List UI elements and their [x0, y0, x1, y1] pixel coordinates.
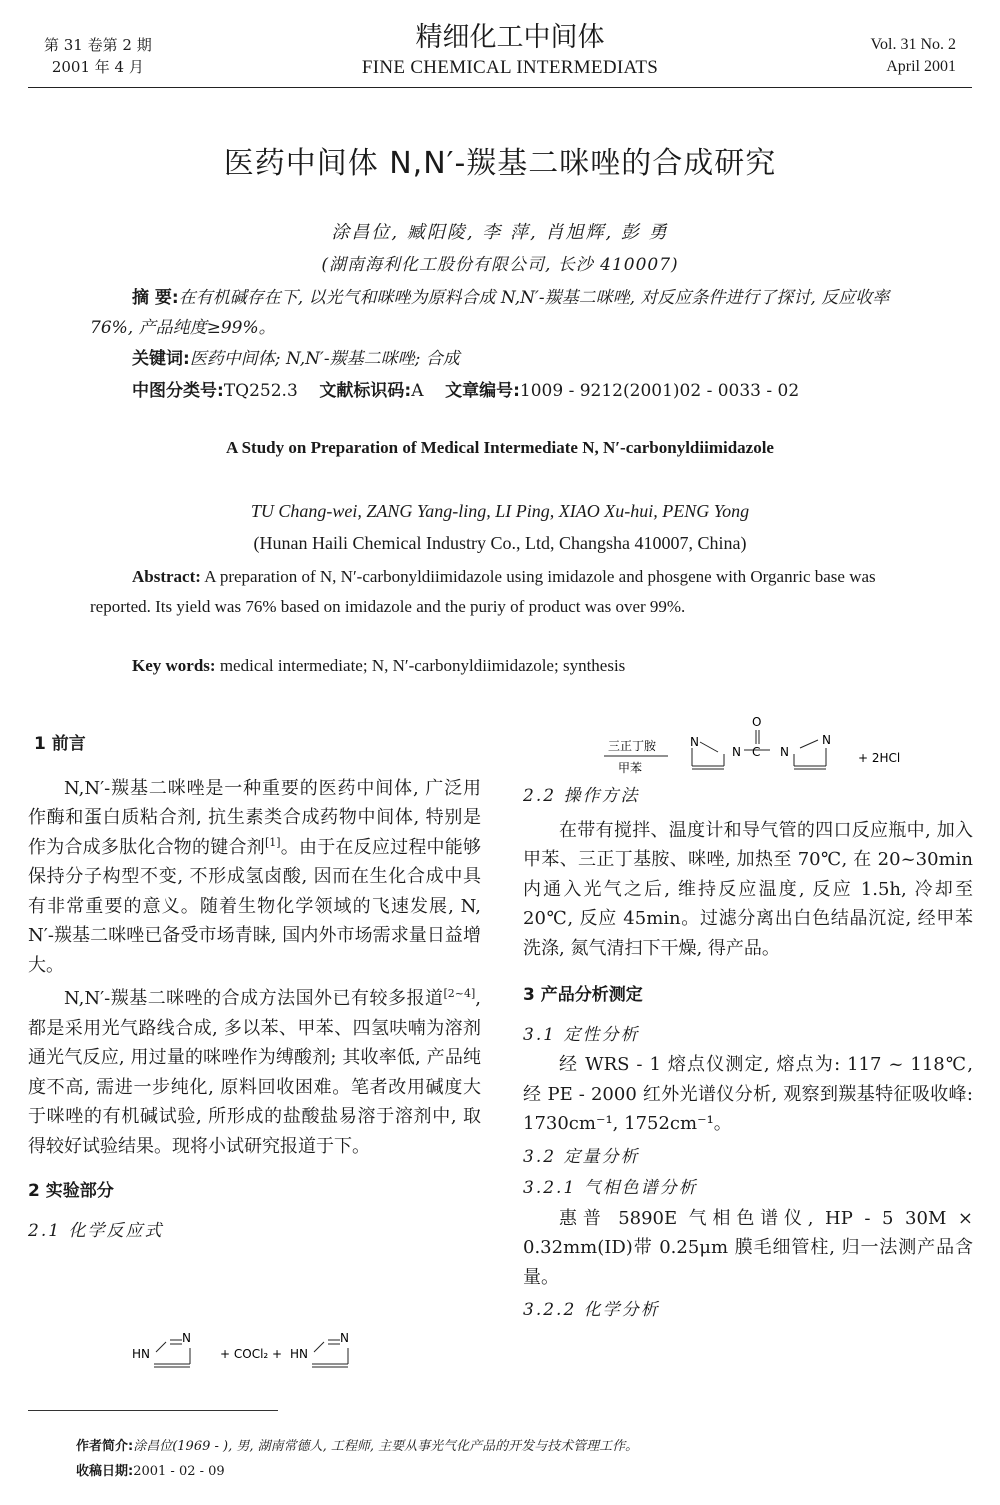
- abstract-cn: [90, 283, 920, 343]
- header-volume-en: Vol. 31 No. 2: [870, 36, 956, 53]
- affiliation-cn: (湖南海利化工股份有限公司, 长沙 410007): [321, 255, 679, 275]
- authors-en: TU Chang-wei, ZANG Yang-ling, LI Ping, XIAO Xu-hui, PENG Yong: [250, 501, 750, 521]
- reaction-reactants: [120, 1328, 370, 1376]
- footnote-author: [76, 1435, 638, 1454]
- footnote-received-text: 2001 - 02 - 09: [133, 1464, 225, 1479]
- citation-1: [1]: [264, 835, 281, 849]
- n-label-6: N: [822, 733, 831, 747]
- keywords-cn-label: 关键词:: [132, 349, 190, 369]
- hcl-byproduct: + 2HCl: [858, 751, 901, 765]
- classification-cn: [132, 376, 799, 401]
- reaction-arrow-solvent: 甲苯: [618, 761, 643, 775]
- header-volume-cn: 第 31 卷第 2 期: [44, 36, 152, 54]
- n-label-5: N: [780, 745, 789, 759]
- gc-paragraph: 惠普 5890E 气相色谱仪, HP - 5 30M × 0.32mm(ID)带 0.25μm 膜毛细管柱, 归一法测产品含量。: [523, 1207, 973, 1288]
- n-label-2: N: [340, 1331, 349, 1345]
- keywords-en: [132, 656, 625, 676]
- hn-label-1: HN: [132, 1347, 150, 1361]
- journal-title-cn: 精细化工中间体: [415, 22, 605, 53]
- intro-paragraph-2: N,N′-羰基二咪唑的合成方法国外已有较多报道[2~4], 都是采用光气路线合成, 多以苯、甲苯、四氢呋喃为溶剂通光气反应, 用过量的咪唑作为缚酸剂; 其收率低, 产品纯度不高, 需进一步纯化, 原料回收困难。笔者改用碱度大于咪唑的有机碱试验, 所形成的盐酸盐易溶于溶剂中, 取得较好试验结果。现将小试研究报道于下。: [28, 987, 481, 1157]
- section-1-heading: 1 前言: [34, 734, 86, 754]
- section-2-1-heading: 2.1 化学反应式: [28, 1220, 164, 1241]
- footnote-divider: [28, 1410, 278, 1411]
- footnote-author-text: 涂昌位(1969 - ), 男, 湖南常德人, 工程师, 主要从事光气化产品的开发与技术管理工作。: [133, 1439, 639, 1454]
- keywords-cn: [132, 344, 460, 369]
- header-issue-en: [871, 34, 957, 78]
- clc-value: TQ252.3: [223, 381, 298, 401]
- section-2-2-heading: 2.2 操作方法: [523, 786, 640, 806]
- journal-title-en: FINE CHEMICAL INTERMEDIATS: [361, 57, 659, 78]
- n-label-3: N: [690, 735, 699, 749]
- reaction-product: [596, 714, 926, 778]
- abstract-cn-text: 在有机碱存在下, 以光气和咪唑为原料合成 N,N′-羰基二咪唑, 对反应条件进行了探讨, 反应收率 76%, 产品纯度≥99%。: [90, 288, 890, 338]
- footnote-author-label: 作者简介:: [76, 1439, 134, 1454]
- footnote-received-label: 收稿日期:: [76, 1464, 134, 1479]
- section-3-heading: 3 产品分析测定: [523, 985, 643, 1005]
- section-3-2-1-heading: 3.2.1 气相色谱分析: [523, 1178, 698, 1198]
- abstract-cn-label: 摘 要:: [132, 288, 179, 308]
- footnote-received: [76, 1460, 225, 1479]
- affiliation-en: (Hunan Haili Chemical Industry Co., Ltd, Changsha 410007, China): [253, 533, 747, 553]
- keywords-en-text: medical intermediate; N, N′-carbonyldiimidazole; synthesis: [219, 656, 626, 675]
- citation-2-4: [2~4]: [443, 987, 476, 1000]
- header-date-en: April 2001: [886, 58, 956, 75]
- abstract-en-text: A preparation of N, N′-carbonyldiimidazole using imidazole and phosgene with Organric base was reported. Its yield was 76% based on imidazole and the puriy of product was over 99%.: [90, 567, 876, 616]
- qualitative-paragraph: 经 WRS - 1 熔点仪测定, 熔点为: 117 ~ 118℃, 经 PE - 2000 红外光谱仪分析, 观察到羰基特征吸收峰: 1730cm⁻¹, 1752cm⁻¹。: [523, 1054, 973, 1134]
- doc-code-label: 文献标识码:: [319, 381, 412, 401]
- hn-label-2: HN: [290, 1347, 308, 1361]
- section-3-1-heading: 3.1 定性分析: [523, 1024, 640, 1045]
- article-no-label: 文章编号:: [445, 381, 520, 401]
- header-date-cn: 2001 年 4 月: [51, 58, 144, 76]
- section-2-heading: 2 实验部分: [28, 1181, 114, 1201]
- doc-code-value: A: [411, 381, 424, 401]
- keywords-cn-text: 医药中间体; N,N′-羰基二咪唑; 合成: [189, 349, 460, 369]
- header-issue-cn: [44, 34, 152, 78]
- keywords-en-label: Key words:: [132, 656, 216, 675]
- section-3-2-heading: 3.2 定量分析: [523, 1146, 640, 1167]
- procedure-paragraph: 在带有搅拌、温度计和导气管的四口反应瓶中, 加入甲苯、三正丁基胺、咪唑, 加热至 70℃, 在 20~30min 内通入光气之后, 维持反应温度, 反应 1.5h, 冷却至 20℃, 反应 45min。过滤分离出白色结晶沉淀, 经甲苯洗涤, 氮气清扫下干燥, 得产品。: [523, 819, 973, 959]
- header-divider: [28, 87, 972, 88]
- abstract-en: [90, 562, 920, 622]
- n-label-1: N: [182, 1331, 191, 1345]
- clc-label: 中图分类号:: [132, 381, 224, 401]
- paper-title-en: A Study on Preparation of Medical Intermediate N, N′-carbonyldiimidazole: [226, 438, 774, 457]
- phosgene-label: + COCl₂ +: [220, 1347, 283, 1361]
- abstract-en-label: Abstract:: [132, 567, 201, 586]
- paper-title-cn: 医药中间体 N,N′-羰基二咪唑的合成研究: [223, 146, 777, 181]
- authors-cn: 涂昌位, 臧阳陵, 李 萍, 肖旭辉, 彭 勇: [331, 222, 669, 243]
- section-3-2-2-heading: 3.2.2 化学分析: [523, 1300, 660, 1320]
- journal-title-block: [300, 20, 720, 80]
- carbonyl-c-label: C: [752, 745, 761, 759]
- n-label-4: N: [732, 745, 741, 759]
- left-column: [28, 730, 481, 1246]
- reaction-arrow-catalyst: 三正丁胺: [608, 739, 657, 753]
- carbonyl-o-label: O: [752, 715, 762, 729]
- intro-paragraph-1: N,N′-羰基二咪唑是一种重要的医药中间体, 广泛用作酶和蛋白质粘合剂, 抗生素类合成药物中间体, 特别是作为合成多肽化合物的键合剂[1]。由于在反应过程中能够保持分子构型不变, 不形成氢卤酸, 因而在生化合成中具有非常重要的意义。随着生物化学领域的飞速发展, N, N′-羰基二咪唑已备受市场青睐, 国内外市场需求量日益增大。: [28, 777, 482, 976]
- article-no-value: 1009 - 9212(2001)02 - 0033 - 02: [519, 381, 800, 401]
- right-column: [523, 782, 973, 1326]
